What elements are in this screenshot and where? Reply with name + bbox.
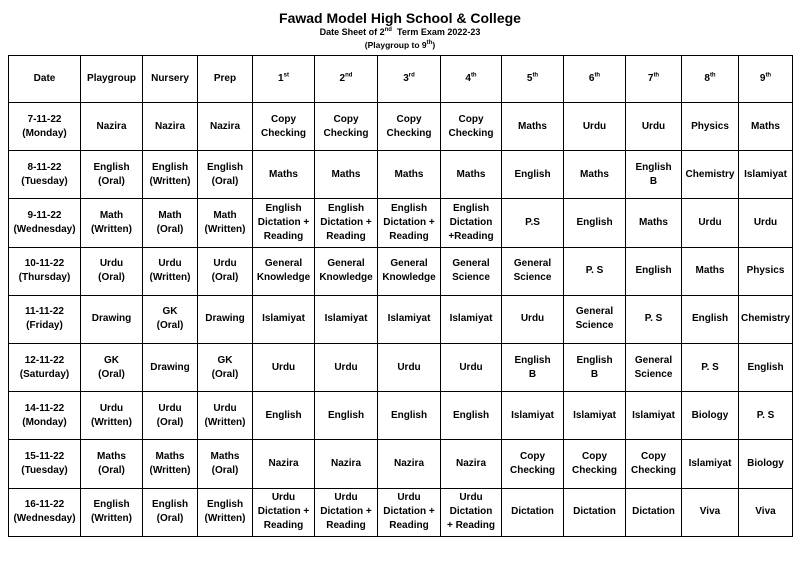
subject-cell: GK (Oral): [198, 343, 253, 391]
subject-cell: General Science: [626, 343, 682, 391]
table-row: [9, 488, 793, 536]
subject-cell: Islamiyat: [315, 295, 378, 343]
subject-cell: Maths: [564, 151, 626, 199]
subject-cell: Nazira: [441, 440, 502, 488]
subject-cell: Copy Checking: [441, 103, 502, 151]
subject-cell: Urdu (Oral): [143, 392, 198, 440]
table-row: [9, 343, 793, 391]
subject-cell: English (Oral): [198, 151, 253, 199]
subject-cell: English B: [502, 343, 564, 391]
subject-cell: P. S: [739, 392, 793, 440]
subject-cell: English (Oral): [143, 488, 198, 536]
class-range: [0, 39, 800, 51]
subject-cell: Drawing: [198, 295, 253, 343]
subject-cell: Urdu (Oral): [198, 247, 253, 295]
subject-cell: Copy Checking: [564, 440, 626, 488]
date-cell: 14-11-22 (Monday): [9, 392, 81, 440]
subject-cell: Maths: [378, 151, 441, 199]
subject-cell: Maths (Written): [143, 440, 198, 488]
subject-cell: General Science: [441, 247, 502, 295]
subject-cell: Drawing: [81, 295, 143, 343]
subject-cell: Urdu (Oral): [81, 247, 143, 295]
subject-cell: Physics: [739, 247, 793, 295]
column-header-sup: th: [532, 72, 539, 79]
column-header-label: 6: [588, 73, 595, 84]
column-header-sup: th: [470, 72, 477, 79]
table-header-row: [9, 56, 793, 103]
subject-cell: Nazira: [143, 103, 198, 151]
subject-cell: English: [253, 392, 315, 440]
table-body: [9, 103, 793, 537]
subject-cell: Copy Checking: [626, 440, 682, 488]
column-header: [9, 56, 81, 103]
subject-cell: English Dictation + Reading: [253, 199, 315, 247]
column-header: [564, 56, 626, 103]
subject-cell: General Knowledge: [253, 247, 315, 295]
subject-cell: English: [626, 247, 682, 295]
column-header-label: 8: [704, 73, 710, 84]
date-cell: 16-11-22 (Wednesday): [9, 488, 81, 536]
subject-cell: P. S: [564, 247, 626, 295]
column-header: [253, 56, 315, 103]
subject-cell: Islamiyat: [626, 392, 682, 440]
subject-cell: Copy Checking: [502, 440, 564, 488]
subject-cell: English B: [626, 151, 682, 199]
subject-cell: Maths: [739, 103, 793, 151]
subject-cell: General Knowledge: [315, 247, 378, 295]
subject-cell: Dictation: [502, 488, 564, 536]
subject-cell: English: [502, 151, 564, 199]
subject-cell: English (Written): [143, 151, 198, 199]
subject-cell: Islamiyat: [682, 440, 739, 488]
subject-cell: Chemistry: [682, 151, 739, 199]
subject-cell: Copy Checking: [378, 103, 441, 151]
subject-cell: Urdu: [626, 103, 682, 151]
subject-cell: Nazira: [81, 103, 143, 151]
header: [0, 0, 800, 51]
date-cell: 9-11-22 (Wednesday): [9, 199, 81, 247]
date-cell: 11-11-22 (Friday): [9, 295, 81, 343]
subject-cell: Maths: [315, 151, 378, 199]
subject-cell: P. S: [626, 295, 682, 343]
column-header: [81, 56, 143, 103]
column-header-sup: rd: [408, 72, 415, 79]
subject-cell: Urdu Dictation + Reading: [441, 488, 502, 536]
subtitle-sup: nd: [384, 27, 392, 33]
column-header: [682, 56, 739, 103]
column-header-label: Date: [33, 73, 56, 84]
subject-cell: English: [739, 343, 793, 391]
column-header-label: Prep: [213, 73, 237, 84]
subject-cell: Urdu: [682, 199, 739, 247]
subject-cell: English Dictation +Reading: [441, 199, 502, 247]
subject-cell: Maths: [682, 247, 739, 295]
table-row: [9, 151, 793, 199]
column-header-label: 1: [278, 73, 284, 84]
subject-cell: P. S: [682, 343, 739, 391]
subject-cell: Maths: [253, 151, 315, 199]
subject-cell: Nazira: [198, 103, 253, 151]
date-cell: 8-11-22 (Tuesday): [9, 151, 81, 199]
subject-cell: Nazira: [378, 440, 441, 488]
subject-cell: Islamiyat: [441, 295, 502, 343]
column-header-label: Nursery: [151, 73, 189, 84]
column-header: [198, 56, 253, 103]
subject-cell: Urdu Dictation + Reading: [253, 488, 315, 536]
subject-cell: GK (Oral): [81, 343, 143, 391]
date-cell: 7-11-22 (Monday): [9, 103, 81, 151]
subject-cell: Maths: [502, 103, 564, 151]
subject-cell: Dictation: [564, 488, 626, 536]
subject-cell: Biology: [682, 392, 739, 440]
column-header: [143, 56, 198, 103]
date-sheet-subtitle: [0, 26, 800, 38]
date-cell: 12-11-22 (Saturday): [9, 343, 81, 391]
subject-cell: Dictation: [626, 488, 682, 536]
table-row: [9, 247, 793, 295]
column-header-label: 2: [339, 73, 346, 84]
column-header-sup: th: [653, 72, 660, 79]
subject-cell: Islamiyat: [502, 392, 564, 440]
column-header-sup: th: [709, 72, 716, 79]
subject-cell: Viva: [682, 488, 739, 536]
subject-cell: Biology: [739, 440, 793, 488]
subject-cell: Viva: [739, 488, 793, 536]
column-header: [739, 56, 793, 103]
subject-cell: Islamiyat: [378, 295, 441, 343]
subject-cell: Physics: [682, 103, 739, 151]
column-header: [378, 56, 441, 103]
subject-cell: Drawing: [143, 343, 198, 391]
subject-cell: General Knowledge: [378, 247, 441, 295]
column-header-label: 4: [465, 73, 471, 84]
subject-cell: Urdu: [253, 343, 315, 391]
subject-cell: Maths: [626, 199, 682, 247]
column-header: [315, 56, 378, 103]
subject-cell: English Dictation + Reading: [315, 199, 378, 247]
subject-cell: Urdu: [502, 295, 564, 343]
column-header-sup: th: [594, 72, 601, 79]
subject-cell: Urdu: [441, 343, 502, 391]
subject-cell: English (Oral): [81, 151, 143, 199]
subject-cell: Urdu Dictation + Reading: [315, 488, 378, 536]
table-row: [9, 103, 793, 151]
school-title: Fawad Model High School & College: [279, 10, 521, 26]
subject-cell: English: [315, 392, 378, 440]
subject-cell: Maths (Oral): [81, 440, 143, 488]
column-header: [441, 56, 502, 103]
subject-cell: Urdu: [739, 199, 793, 247]
subject-cell: Maths (Oral): [198, 440, 253, 488]
subject-cell: Math (Written): [198, 199, 253, 247]
column-header-sup: st: [283, 72, 289, 79]
subject-cell: Nazira: [315, 440, 378, 488]
subject-cell: Maths: [441, 151, 502, 199]
column-header-sup: th: [765, 72, 772, 79]
subject-cell: Copy Checking: [315, 103, 378, 151]
date-cell: 10-11-22 (Thursday): [9, 247, 81, 295]
subject-cell: Nazira: [253, 440, 315, 488]
column-header-label: 5: [526, 73, 533, 84]
subject-cell: Islamiyat: [739, 151, 793, 199]
subject-cell: Chemistry: [739, 295, 793, 343]
subject-cell: Urdu: [315, 343, 378, 391]
subject-cell: English: [378, 392, 441, 440]
class-range-text: (Playgroup to 9: [364, 40, 427, 50]
subject-cell: General Science: [564, 295, 626, 343]
subject-cell: Islamiyat: [253, 295, 315, 343]
subject-cell: English (Written): [198, 488, 253, 536]
subject-cell: Math (Written): [81, 199, 143, 247]
class-range-sup: th: [426, 40, 433, 47]
subject-cell: English B: [564, 343, 626, 391]
column-header: [626, 56, 682, 103]
column-header-label: Playgroup: [87, 73, 136, 84]
table-row: [9, 440, 793, 488]
subject-cell: English (Written): [81, 488, 143, 536]
table-row: [9, 295, 793, 343]
subject-cell: General Science: [502, 247, 564, 295]
subject-cell: English Dictation + Reading: [378, 199, 441, 247]
subject-cell: Islamiyat: [564, 392, 626, 440]
subtitle-text: Date Sheet of 2: [319, 27, 385, 37]
column-header-label: 7: [647, 73, 654, 84]
subject-cell: P.S: [502, 199, 564, 247]
column-header-label: 3: [403, 73, 409, 84]
subject-cell: Urdu (Written): [143, 247, 198, 295]
subject-cell: Urdu: [564, 103, 626, 151]
subtitle-tail: Term Exam 2022-23: [391, 27, 481, 37]
column-header-sup: nd: [345, 72, 353, 79]
exam-schedule-table: [8, 55, 793, 537]
table-row: [9, 199, 793, 247]
subject-cell: Urdu (Written): [198, 392, 253, 440]
subject-cell: Urdu Dictation + Reading: [378, 488, 441, 536]
column-header-label: 9: [759, 73, 766, 84]
subject-cell: Urdu: [378, 343, 441, 391]
subject-cell: GK (Oral): [143, 295, 198, 343]
subject-cell: Copy Checking: [253, 103, 315, 151]
table-row: [9, 392, 793, 440]
date-cell: 15-11-22 (Tuesday): [9, 440, 81, 488]
column-header: [502, 56, 564, 103]
class-range-tail: ): [432, 40, 436, 50]
subject-cell: English: [441, 392, 502, 440]
subject-cell: English: [682, 295, 739, 343]
subject-cell: English: [564, 199, 626, 247]
subject-cell: Urdu (Written): [81, 392, 143, 440]
subject-cell: Math (Oral): [143, 199, 198, 247]
